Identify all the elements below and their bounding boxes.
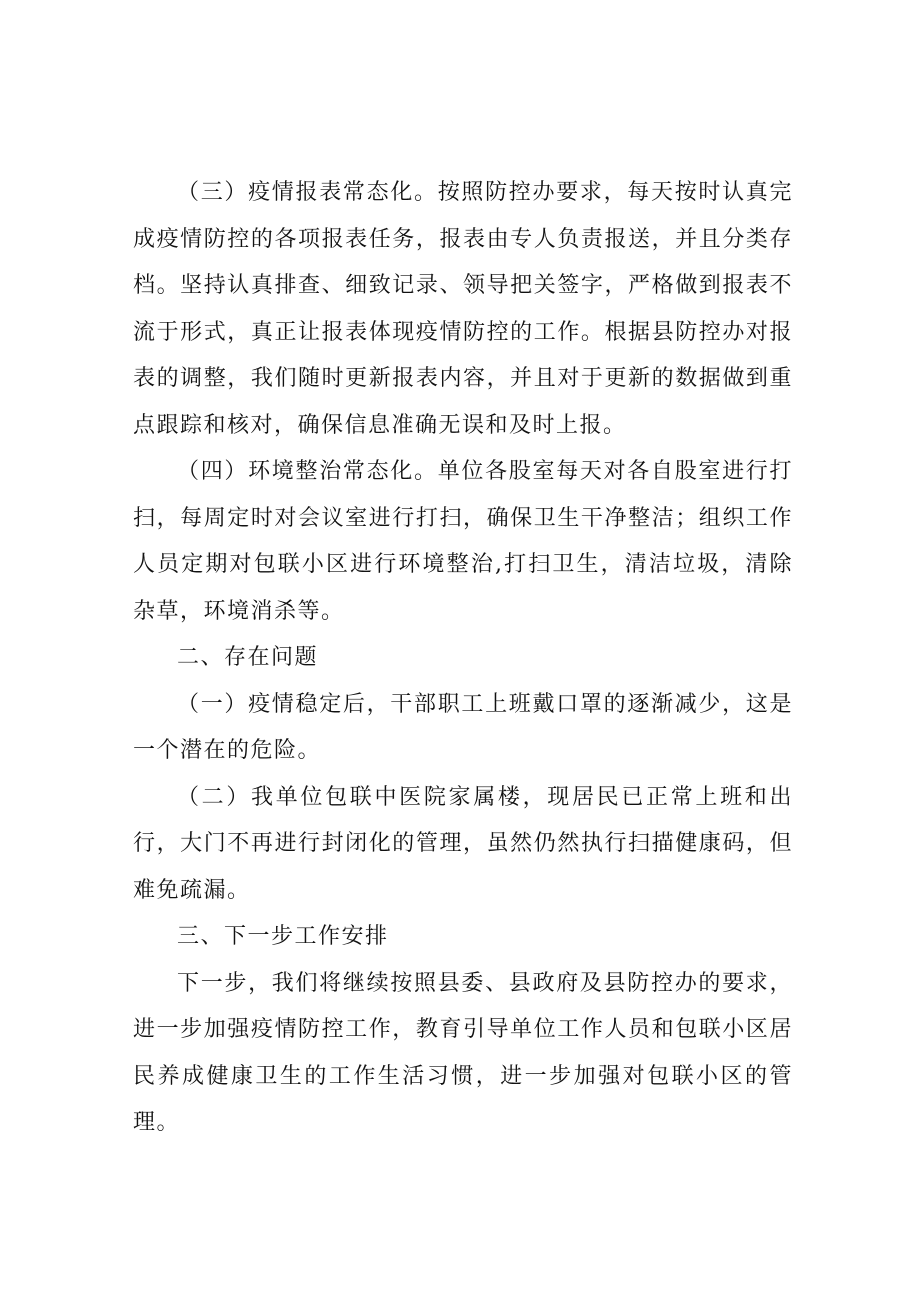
- paragraph-section-3: （三）疫情报表常态化。按照防控办要求，每天按时认真完成疫情防控的各项报表任务，报表由专人负责报送，并且分类存档。坚持认真排查、细致记录、领导把关签字，严格做到报表不流于形式，真正让报表体现疫情防控的工作。根据县防控办对报表的调整，我们随时更新报表内容，并且对于更新的数据做到重点跟踪和核对，确保信息准确无误和及时上报。: [133, 180, 793, 438]
- paragraph-problem-1: （一）疫情稳定后，干部职工上班戴口罩的逐渐减少，这是一个潜在的危险。: [133, 691, 793, 763]
- heading-existing-problems: 二、存在问题: [177, 645, 319, 670]
- paragraph-next-steps: 下一步，我们将继续按照县委、县政府及县防控办的要求，进一步加强疫情防控工作，教育引导单位工作人员和包联小区居民养成健康卫生的工作生活习惯，进一步加强对包联小区的管理。: [133, 970, 793, 1135]
- document-body: [133, 170, 793, 1147]
- paragraph-problem-2: （二）我单位包联中医院家属楼，现居民已正常上班和出行，大门不再进行封闭化的管理，虽然仍然执行扫描健康码，但难免疏漏。: [133, 784, 793, 903]
- heading-next-steps: 三、下一步工作安排: [177, 924, 389, 949]
- paragraph-section-4: （四）环境整治常态化。单位各股室每天对各自股室进行打扫，每周定时对会议室进行打扫，确保卫生干净整洁；组织工作人员定期对包联小区进行环境整治,打扫卫生，清洁垃圾，清除杂草，环境消杀等。: [133, 459, 793, 624]
